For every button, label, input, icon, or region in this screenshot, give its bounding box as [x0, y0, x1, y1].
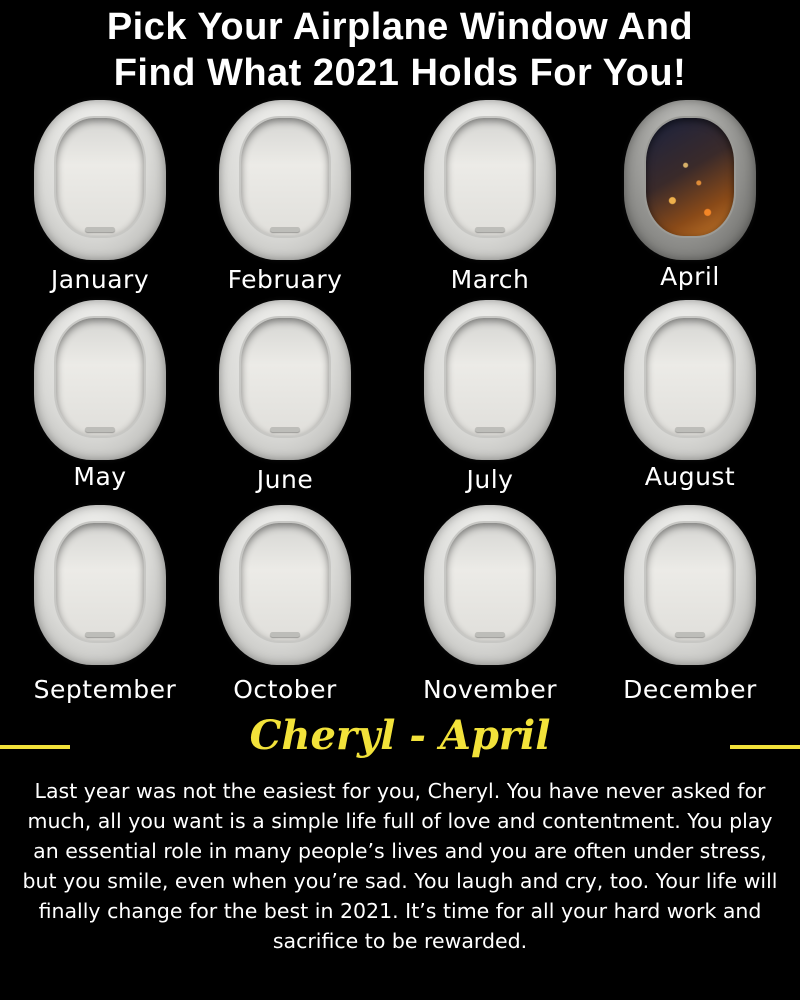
- window-option-october[interactable]: [185, 505, 385, 710]
- window-option-july[interactable]: [390, 300, 590, 505]
- window-option-november[interactable]: [390, 505, 590, 710]
- airplane-window-icon: [34, 300, 166, 460]
- window-option-april[interactable]: [590, 100, 790, 305]
- airplane-window-icon: [624, 300, 756, 460]
- result-text: Last year was not the easiest for you, Cheryl. You have never asked for much, all you want is a simple life full of love and contentment. You play an essential role in many people’s lives and you are often under stress, but you smile, even when you’re sad. You laugh and cry, too. Your life will finally change for the best in 2021. It’s time for all your hard work and sacrifice to be rewarded.: [22, 779, 778, 953]
- month-label: December: [623, 675, 757, 704]
- month-label: October: [233, 675, 337, 704]
- title-line-1: Pick Your Airplane Window And: [106, 6, 694, 48]
- airplane-window-city-view-icon: [624, 100, 756, 260]
- airplane-window-icon: [424, 100, 556, 260]
- month-label: June: [256, 465, 314, 494]
- title-line-2: Find What 2021 Holds For You!: [113, 52, 687, 94]
- airplane-window-icon: [219, 300, 351, 460]
- airplane-window-icon: [424, 505, 556, 665]
- airplane-window-icon: [34, 100, 166, 260]
- airplane-window-icon: [34, 505, 166, 665]
- window-option-june[interactable]: [185, 300, 385, 505]
- airplane-window-icon: [624, 505, 756, 665]
- month-label: April: [660, 262, 720, 291]
- window-option-march[interactable]: [390, 100, 590, 305]
- window-option-may[interactable]: [0, 300, 200, 505]
- month-label: July: [466, 465, 514, 494]
- page-title: [0, 4, 800, 96]
- airplane-window-icon: [219, 100, 351, 260]
- airplane-window-icon: [424, 300, 556, 460]
- result-heading: Cheryl - April: [249, 712, 551, 759]
- month-label: August: [644, 462, 736, 491]
- window-option-september[interactable]: [0, 505, 200, 710]
- month-label: January: [50, 265, 150, 294]
- month-label: March: [450, 265, 530, 294]
- window-option-february[interactable]: [185, 100, 385, 305]
- month-label: February: [227, 265, 343, 294]
- month-label: September: [33, 675, 177, 704]
- airplane-window-icon: [219, 505, 351, 665]
- month-label: May: [73, 462, 127, 491]
- divider-right: [730, 745, 800, 749]
- window-option-january[interactable]: [0, 100, 200, 305]
- month-label: November: [422, 675, 558, 704]
- window-option-august[interactable]: [590, 300, 790, 505]
- window-option-december[interactable]: [590, 505, 790, 710]
